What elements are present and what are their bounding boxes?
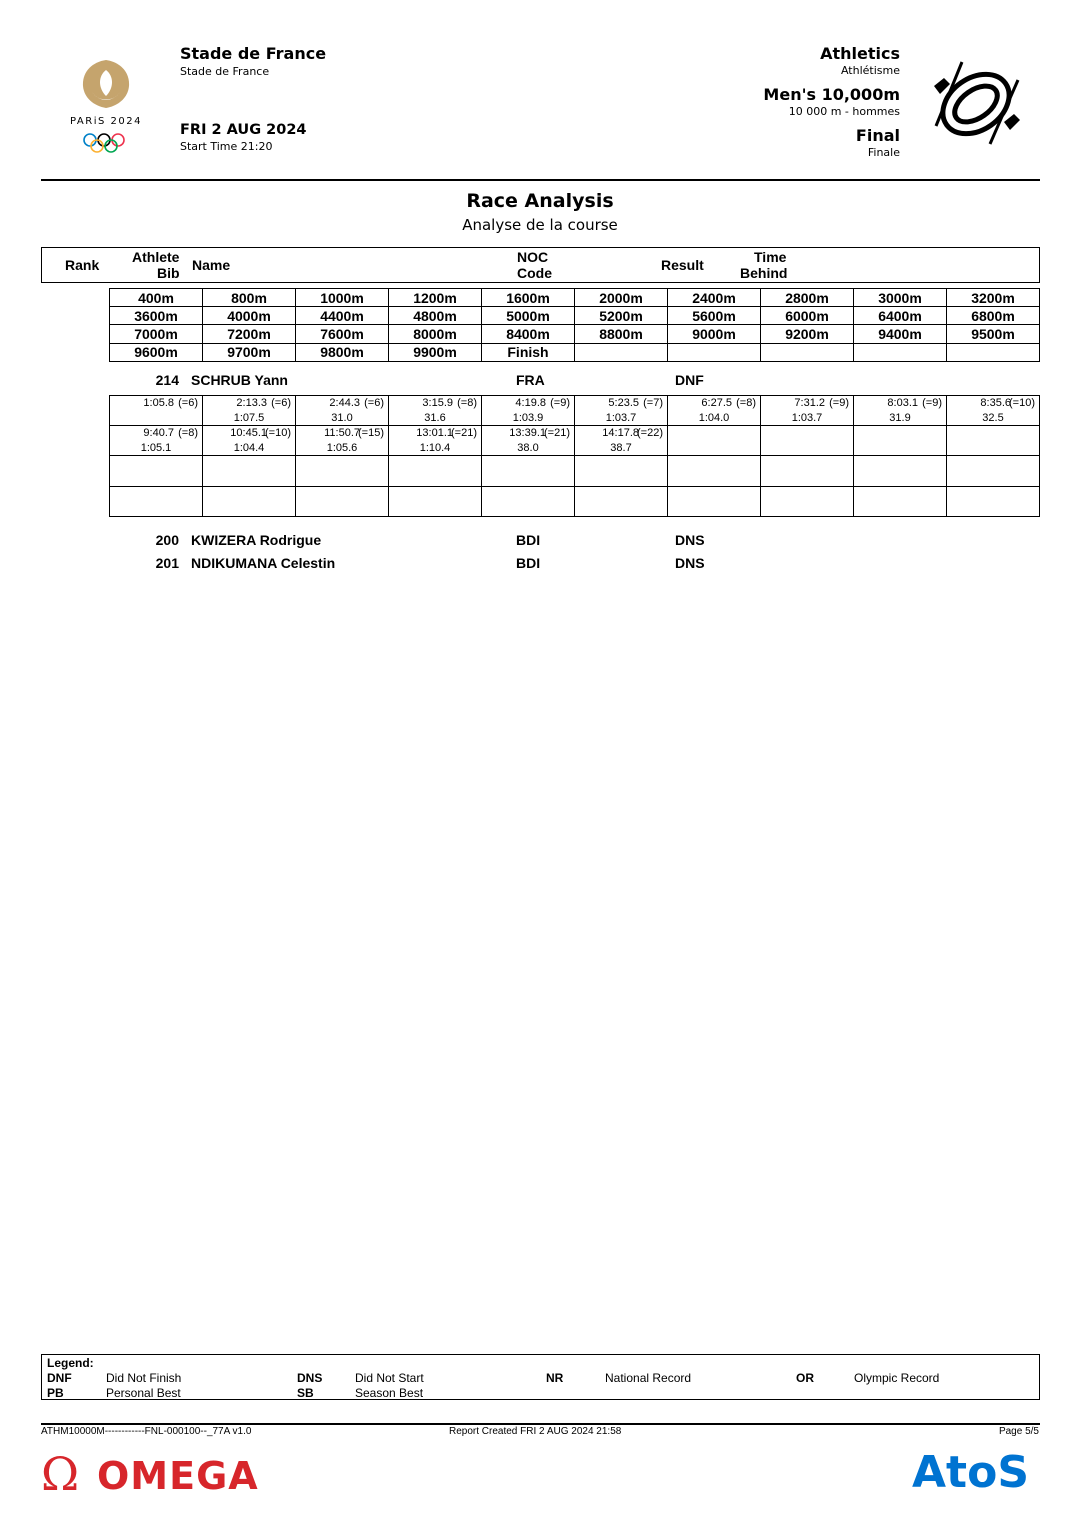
split-distance-label: 6000m bbox=[761, 307, 854, 325]
split-cell bbox=[575, 456, 668, 486]
split-distance-label: 9600m bbox=[110, 343, 203, 361]
split-rank: (=9) bbox=[922, 397, 942, 409]
split-times-row bbox=[110, 426, 1040, 456]
legend-desc: Did Not Finish bbox=[106, 1371, 182, 1385]
lap-time: 1:04.0 bbox=[698, 412, 730, 424]
legend-box bbox=[41, 1354, 1040, 1400]
split-rank: (=15) bbox=[358, 427, 384, 440]
split-distance-label: 2400m bbox=[668, 289, 761, 307]
split-distance-label: 4800m bbox=[389, 307, 482, 325]
split-cell bbox=[203, 396, 296, 426]
col-rank: Rank bbox=[65, 257, 100, 273]
split-distance-label: 9900m bbox=[389, 343, 482, 361]
split-cell bbox=[668, 396, 761, 426]
split-rank: (=9) bbox=[829, 397, 849, 409]
split-distance-label: 4400m bbox=[296, 307, 389, 325]
split-distance-label: 1600m bbox=[482, 289, 575, 307]
split-distance-label: 6800m bbox=[947, 307, 1040, 325]
split-cell bbox=[110, 486, 203, 516]
title-sub: Analyse de la course bbox=[462, 216, 618, 234]
footer-divider bbox=[41, 1423, 1040, 1425]
split-rank: (=10) bbox=[265, 427, 291, 440]
split-cell bbox=[947, 396, 1040, 426]
split-distance-label: 9000m bbox=[668, 325, 761, 343]
athlete-noc: BDI bbox=[516, 532, 541, 548]
col-result: Result bbox=[661, 257, 704, 273]
athlete-bib: 201 bbox=[155, 555, 179, 571]
split-distance-label: 7000m bbox=[110, 325, 203, 343]
split-labels-row bbox=[110, 325, 1040, 343]
split-distance-label: 1200m bbox=[389, 289, 482, 307]
event-name-fr: 10 000 m - hommes bbox=[788, 105, 900, 118]
lap-time: 31.0 bbox=[331, 412, 353, 424]
split-distance-label: 6400m bbox=[854, 307, 947, 325]
document-code: ATHM10000M------------FNL-000100--_77A v1.0 bbox=[41, 1426, 252, 1437]
split-distance-label: 5200m bbox=[575, 307, 668, 325]
lap-time: 1:03.7 bbox=[605, 412, 637, 424]
split-time: 8:35.6 bbox=[980, 397, 1011, 409]
athlete-bib: 200 bbox=[155, 532, 179, 548]
split-rank: (=6) bbox=[271, 397, 291, 409]
omega-wordmark: OMEGA bbox=[97, 1454, 259, 1495]
split-distance-label: 3200m bbox=[947, 289, 1040, 307]
split-cell bbox=[203, 426, 296, 456]
title-main: Race Analysis bbox=[466, 190, 614, 212]
split-distance-label: Finish bbox=[482, 343, 575, 361]
split-time: 2:44.3 bbox=[329, 397, 360, 409]
legend-code: PB bbox=[47, 1386, 64, 1400]
olympic-rings-icon bbox=[84, 134, 124, 152]
event-name: Men's 10,000m bbox=[763, 85, 900, 104]
split-cell bbox=[110, 426, 203, 456]
venue-block bbox=[180, 44, 326, 78]
split-distance-label: 5000m bbox=[482, 307, 575, 325]
col-bib: Bib bbox=[157, 265, 180, 281]
split-cell bbox=[761, 396, 854, 426]
athlete-bib: 214 bbox=[155, 372, 179, 388]
athlete-result: DNS bbox=[675, 555, 705, 571]
date-block bbox=[180, 122, 307, 153]
lap-time: 31.9 bbox=[889, 412, 911, 424]
split-rank: (=8) bbox=[457, 397, 477, 409]
venue-name: Stade de France bbox=[180, 44, 327, 63]
split-time: 14:17.8 bbox=[602, 427, 639, 440]
col-noc: NOC bbox=[517, 249, 549, 265]
venue-name-fr: Stade de France bbox=[180, 65, 270, 78]
report-title bbox=[0, 190, 1080, 234]
split-distance-label: 800m bbox=[203, 289, 296, 307]
lap-time: 1:04.4 bbox=[233, 442, 265, 455]
split-distance-label: 8800m bbox=[575, 325, 668, 343]
svg-text:Ω: Ω bbox=[41, 1450, 80, 1495]
split-times-table bbox=[109, 395, 1040, 517]
split-rank: (=9) bbox=[550, 397, 570, 409]
split-cell bbox=[482, 396, 575, 426]
split-distance-label: 5600m bbox=[668, 307, 761, 325]
split-cell bbox=[296, 486, 389, 516]
legend-code: DNS bbox=[297, 1371, 323, 1385]
athlete-name: NDIKUMANA Celestin bbox=[191, 555, 336, 571]
split-cell bbox=[575, 486, 668, 516]
split-labels-row bbox=[110, 289, 1040, 307]
omega-logo bbox=[41, 1450, 276, 1495]
lap-time: 1:05.1 bbox=[140, 442, 172, 455]
split-cell bbox=[854, 486, 947, 516]
split-cell bbox=[854, 456, 947, 486]
athlete-noc: FRA bbox=[516, 372, 545, 388]
split-distance-label: 1000m bbox=[296, 289, 389, 307]
logo-text: PARiS 2024 bbox=[70, 116, 142, 127]
report-created: Report Created FRI 2 AUG 2024 21:58 bbox=[449, 1426, 622, 1437]
split-distance-label: 400m bbox=[110, 289, 203, 307]
lap-time: 1:03.7 bbox=[791, 412, 823, 424]
atos-logo bbox=[912, 1445, 1042, 1495]
split-distance-label: 3000m bbox=[854, 289, 947, 307]
split-time: 9:40.7 bbox=[143, 427, 174, 440]
start-time: Start Time 21:20 bbox=[180, 140, 273, 153]
split-distance-label: 9400m bbox=[854, 325, 947, 343]
split-cell bbox=[947, 426, 1040, 456]
header-divider bbox=[41, 179, 1040, 181]
split-cell bbox=[110, 396, 203, 426]
legend-code: DNF bbox=[47, 1371, 72, 1385]
split-distance-label bbox=[575, 343, 668, 361]
split-cell bbox=[761, 426, 854, 456]
split-time: 13:01.1 bbox=[416, 427, 453, 440]
split-times-row bbox=[110, 456, 1040, 486]
split-cell bbox=[110, 456, 203, 486]
split-cell bbox=[482, 456, 575, 486]
lap-time: 32.5 bbox=[982, 412, 1004, 424]
athletics-track-icon bbox=[926, 56, 1026, 146]
lap-time: 1:07.5 bbox=[233, 412, 265, 424]
split-cell bbox=[947, 486, 1040, 516]
athlete-result: DNS bbox=[675, 532, 705, 548]
col-name: Name bbox=[192, 257, 231, 273]
split-distance-label: 7200m bbox=[203, 325, 296, 343]
split-rank: (=6) bbox=[178, 397, 198, 409]
split-time: 2:13.3 bbox=[236, 397, 267, 409]
legend-code: OR bbox=[796, 1371, 814, 1385]
split-times-row bbox=[110, 396, 1040, 426]
split-rank: (=22) bbox=[637, 427, 663, 440]
split-cell bbox=[296, 396, 389, 426]
split-time: 11:50.7 bbox=[324, 427, 360, 440]
legend-desc: National Record bbox=[605, 1371, 692, 1385]
split-rank: (=21) bbox=[451, 427, 477, 440]
split-time: 13:39.1 bbox=[509, 427, 546, 440]
split-cell bbox=[575, 396, 668, 426]
split-rank: (=7) bbox=[643, 397, 663, 409]
split-time: 8:03.1 bbox=[887, 397, 918, 409]
col-time: Time bbox=[754, 249, 787, 265]
legend-code: NR bbox=[546, 1371, 564, 1385]
split-cell bbox=[203, 456, 296, 486]
sport-name: Athletics bbox=[820, 44, 900, 63]
lap-time: 38.0 bbox=[517, 442, 539, 455]
split-distance-label: 2800m bbox=[761, 289, 854, 307]
athlete-result: DNF bbox=[675, 372, 704, 388]
split-times-row bbox=[110, 486, 1040, 516]
col-athlete: Athlete bbox=[132, 249, 180, 265]
split-time: 3:15.9 bbox=[422, 397, 453, 409]
lap-time: 1:05.6 bbox=[326, 442, 358, 455]
split-distance-label bbox=[854, 343, 947, 361]
atos-wordmark: AtoS bbox=[912, 1447, 1030, 1495]
split-time: 6:27.5 bbox=[701, 397, 732, 409]
col-code: Code bbox=[517, 265, 552, 281]
athlete-row bbox=[0, 555, 1080, 573]
split-cell bbox=[761, 456, 854, 486]
athlete-row bbox=[0, 532, 1080, 550]
split-time: 7:31.2 bbox=[794, 397, 825, 409]
paris-2024-logo bbox=[52, 48, 160, 158]
split-cell bbox=[296, 456, 389, 486]
split-time: 1:05.8 bbox=[143, 397, 174, 409]
legend-desc: Olympic Record bbox=[854, 1371, 940, 1385]
split-rank: (=8) bbox=[178, 427, 198, 440]
split-cell bbox=[389, 426, 482, 456]
athlete-row bbox=[0, 372, 1080, 390]
split-labels-row bbox=[110, 343, 1040, 361]
split-cell bbox=[389, 396, 482, 426]
split-cell bbox=[482, 486, 575, 516]
split-cell bbox=[668, 426, 761, 456]
split-distance-label: 3600m bbox=[110, 307, 203, 325]
split-rank: (=21) bbox=[544, 427, 570, 440]
split-distance-label bbox=[947, 343, 1040, 361]
phase-name-fr: Finale bbox=[867, 146, 900, 159]
split-time: 5:23.5 bbox=[608, 397, 639, 409]
split-distance-label: 7600m bbox=[296, 325, 389, 343]
event-block bbox=[763, 44, 900, 159]
split-distance-label: 9800m bbox=[296, 343, 389, 361]
athlete-name: SCHRUB Yann bbox=[191, 372, 288, 388]
split-time: 10:45.1 bbox=[230, 427, 267, 440]
split-distance-label: 9200m bbox=[761, 325, 854, 343]
split-labels-table bbox=[109, 288, 1040, 362]
split-cell bbox=[854, 426, 947, 456]
legend-desc: Season Best bbox=[355, 1386, 424, 1400]
legend-code: SB bbox=[297, 1386, 314, 1400]
split-distance-label: 9500m bbox=[947, 325, 1040, 343]
flame-icon bbox=[83, 60, 129, 108]
split-cell bbox=[761, 486, 854, 516]
split-cell bbox=[482, 426, 575, 456]
athlete-noc: BDI bbox=[516, 555, 541, 571]
lap-time: 1:10.4 bbox=[419, 442, 451, 455]
phase-name: Final bbox=[855, 126, 900, 145]
col-behind: Behind bbox=[740, 265, 788, 281]
split-distance-label: 2000m bbox=[575, 289, 668, 307]
split-time: 4:19.8 bbox=[515, 397, 546, 409]
split-labels-row bbox=[110, 307, 1040, 325]
split-rank: (=8) bbox=[736, 397, 756, 409]
page-number: Page 5/5 bbox=[998, 1426, 1039, 1437]
split-distance-label bbox=[668, 343, 761, 361]
split-distance-label: 4000m bbox=[203, 307, 296, 325]
column-header-bar bbox=[41, 247, 1040, 283]
legend-title: Legend: bbox=[47, 1356, 94, 1370]
lap-time: 38.7 bbox=[610, 442, 632, 455]
split-cell bbox=[296, 426, 389, 456]
legend-desc: Did Not Start bbox=[355, 1371, 424, 1385]
split-cell bbox=[389, 486, 482, 516]
split-cell bbox=[668, 486, 761, 516]
lap-time: 1:03.9 bbox=[512, 412, 544, 424]
split-cell bbox=[203, 486, 296, 516]
split-cell bbox=[854, 396, 947, 426]
split-distance-label: 8000m bbox=[389, 325, 482, 343]
event-date: FRI 2 AUG 2024 bbox=[180, 122, 307, 138]
split-cell bbox=[947, 456, 1040, 486]
split-distance-label: 9700m bbox=[203, 343, 296, 361]
sport-name-fr: Athlétisme bbox=[840, 64, 900, 77]
split-rank: (=10) bbox=[1009, 397, 1035, 409]
legend-desc: Personal Best bbox=[106, 1386, 181, 1400]
split-cell bbox=[668, 456, 761, 486]
split-distance-label bbox=[761, 343, 854, 361]
split-cell bbox=[575, 426, 668, 456]
split-distance-label: 8400m bbox=[482, 325, 575, 343]
athlete-name: KWIZERA Rodrigue bbox=[191, 532, 322, 548]
split-rank: (=6) bbox=[364, 397, 384, 409]
split-cell bbox=[389, 456, 482, 486]
lap-time: 31.6 bbox=[424, 412, 446, 424]
